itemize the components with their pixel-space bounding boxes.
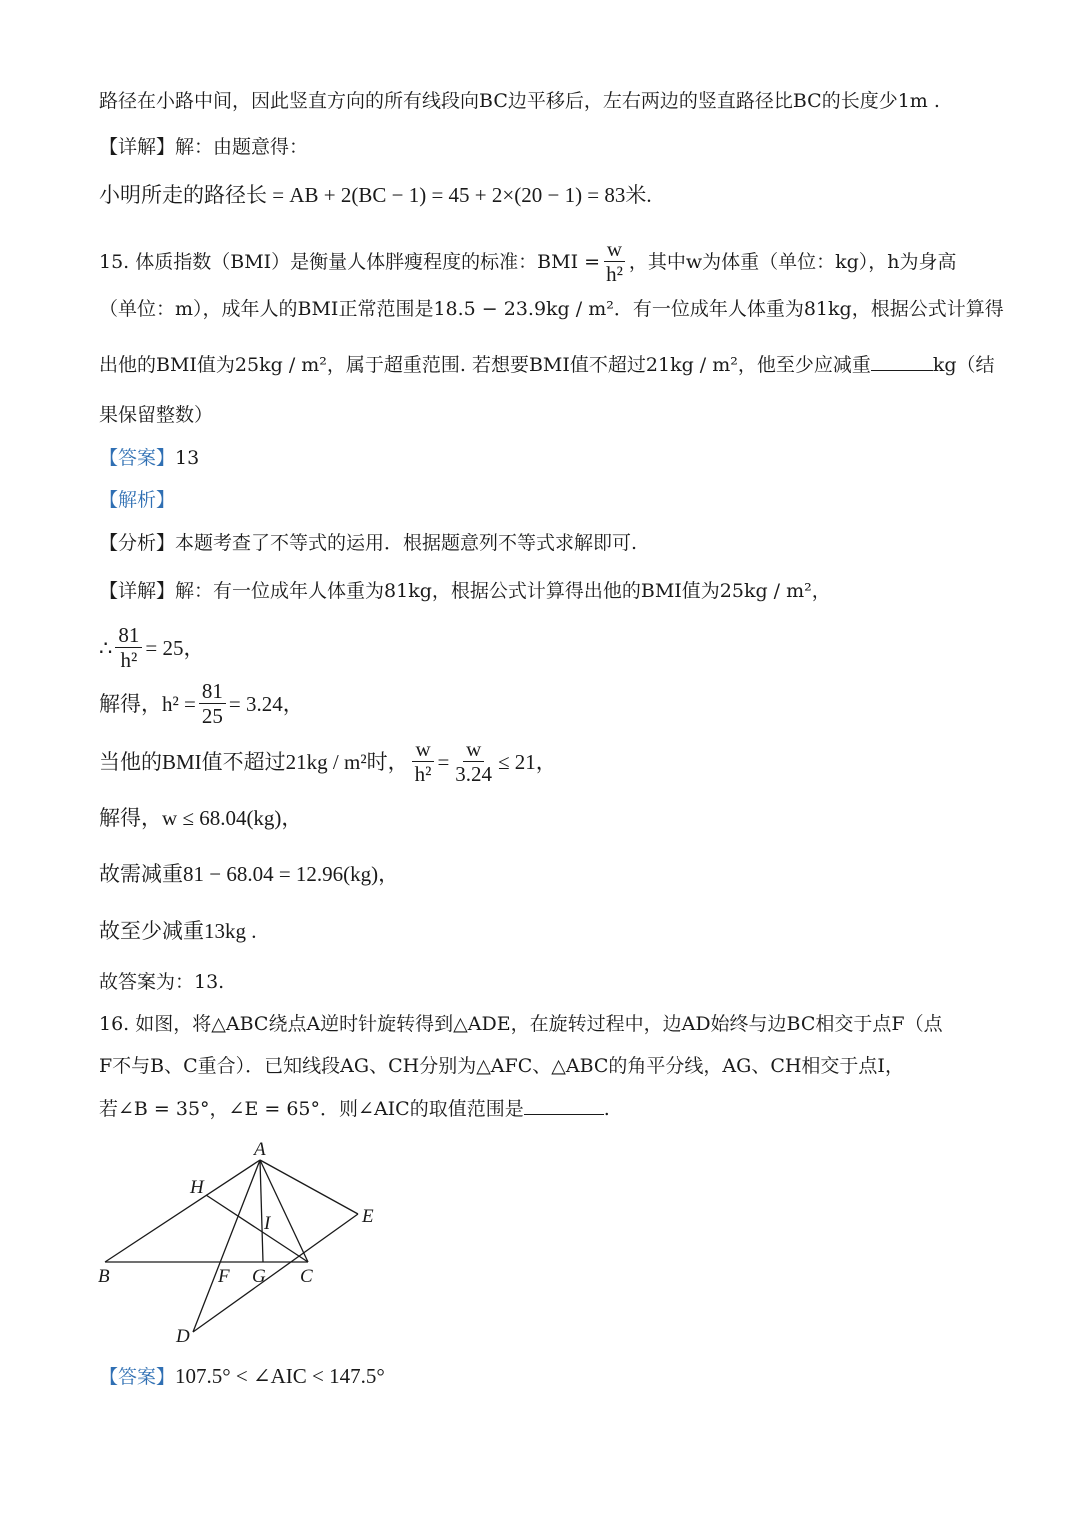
step3-num2: w [463, 738, 484, 762]
label-b: B [98, 1266, 110, 1287]
label-g: G [252, 1266, 266, 1287]
jiexi-tag: 【解析】 [99, 489, 176, 511]
analysis-text: 本题考查了不等式的运用．根据题意列不等式求解即可. [175, 532, 638, 554]
q15-line2: （单位：m），成年人的BMI正常范围是18.5 − 23.9kg / m²．有一位成年人体重为81kg，根据公式计算得 [99, 298, 1004, 320]
answer16 [99, 1364, 385, 1389]
bmi-fraction-num: w [604, 238, 625, 262]
segment-ab [105, 1160, 260, 1262]
q15-line4: 果保留整数） [99, 404, 214, 426]
step3-pre: 当他的BMI值不超过21kg / m²时， [99, 750, 409, 775]
step2-pre: 解得，h² = [99, 692, 196, 717]
q16-line3-tail: . [603, 1098, 610, 1120]
answer16-value: 107.5° < ∠AIC < 147.5° [175, 1364, 385, 1388]
step2-den: 25 [201, 704, 223, 729]
step4: 解得，w ≤ 68.04(kg)， [99, 806, 303, 830]
step3-post: ≤ 21， [498, 750, 557, 775]
step1-post: = 25， [145, 636, 205, 661]
answer15-value: 13 [175, 447, 200, 469]
detail-text: 解：由题意得： [175, 136, 309, 158]
q15-line3-tail: kg（结 [932, 354, 995, 376]
label-a: A [254, 1139, 266, 1160]
label-h: H [190, 1177, 204, 1198]
detail-tag: 【详解】 [99, 136, 176, 158]
step3-num1: w [412, 738, 433, 762]
step1-num: 81 [115, 624, 142, 648]
step2-post: = 3.24， [228, 692, 304, 717]
solution-text: 解：有一位成年人体重为81kg，根据公式计算得出他的BMI值为25kg / m²， [175, 580, 831, 602]
analysis-tag: 【分析】 [99, 532, 176, 554]
answer15-tag: 【答案】 [99, 447, 176, 469]
step1-den: h² [120, 648, 138, 673]
q16-line2: F不与B、C重合）．已知线段AG、CH分别为△AFC、△ABC的角平分线，AG、CH相交于点I， [99, 1055, 904, 1077]
step7: 故答案为：13. [99, 971, 225, 993]
segment-ae [260, 1160, 358, 1214]
step1-pre: ∴ [99, 636, 113, 661]
bmi-fraction-den: h² [606, 262, 623, 287]
path-length-equation: 小明所走的路径长 = AB + 2(BC − 1) = 45 + 2×(20 − 1) = 83米. [99, 183, 652, 207]
answer16-tag: 【答案】 [99, 1366, 176, 1388]
q16-line1: 16. 如图，将△ABC绕点A逆时针旋转得到△ADE，在旋转过程中，边AD始终与边BC相交于点F（点 [99, 1013, 943, 1035]
step3-eq: = [437, 750, 450, 775]
q15-intro-tail: ，其中w为体重（单位：kg），h为身高 [628, 251, 957, 274]
segment-ag [260, 1160, 263, 1262]
step3-den1: h² [414, 762, 432, 787]
label-c: C [300, 1266, 313, 1287]
step6: 故至少减重13kg . [99, 919, 257, 943]
label-f: F [218, 1266, 230, 1287]
label-e: E [362, 1206, 374, 1227]
q15-intro: 15. 体质指数（BMI）是衡量人体胖瘦程度的标准：BMI = [99, 251, 601, 274]
label-d: D [176, 1326, 190, 1347]
label-i: I [264, 1213, 271, 1234]
text-line-path-note: 路径在小路中间，因此竖直方向的所有线段向BC边平移后，左右两边的竖直路径比BC的长度少1m . [99, 90, 940, 112]
q15-line3-text: 出他的BMI值为25kg / m²，属于超重范围. 若想要BMI值不超过21kg / m²，他至少应减重 [99, 354, 871, 376]
solution-tag: 【详解】 [99, 580, 176, 602]
step2-num: 81 [199, 680, 226, 704]
q16-line3-text: 若∠B = 35°，∠E = 65°．则∠AIC的取值范围是 [99, 1098, 524, 1120]
step3-den2: 3.24 [455, 762, 493, 787]
step5: 故需减重81 − 68.04 = 12.96(kg)， [99, 862, 400, 886]
